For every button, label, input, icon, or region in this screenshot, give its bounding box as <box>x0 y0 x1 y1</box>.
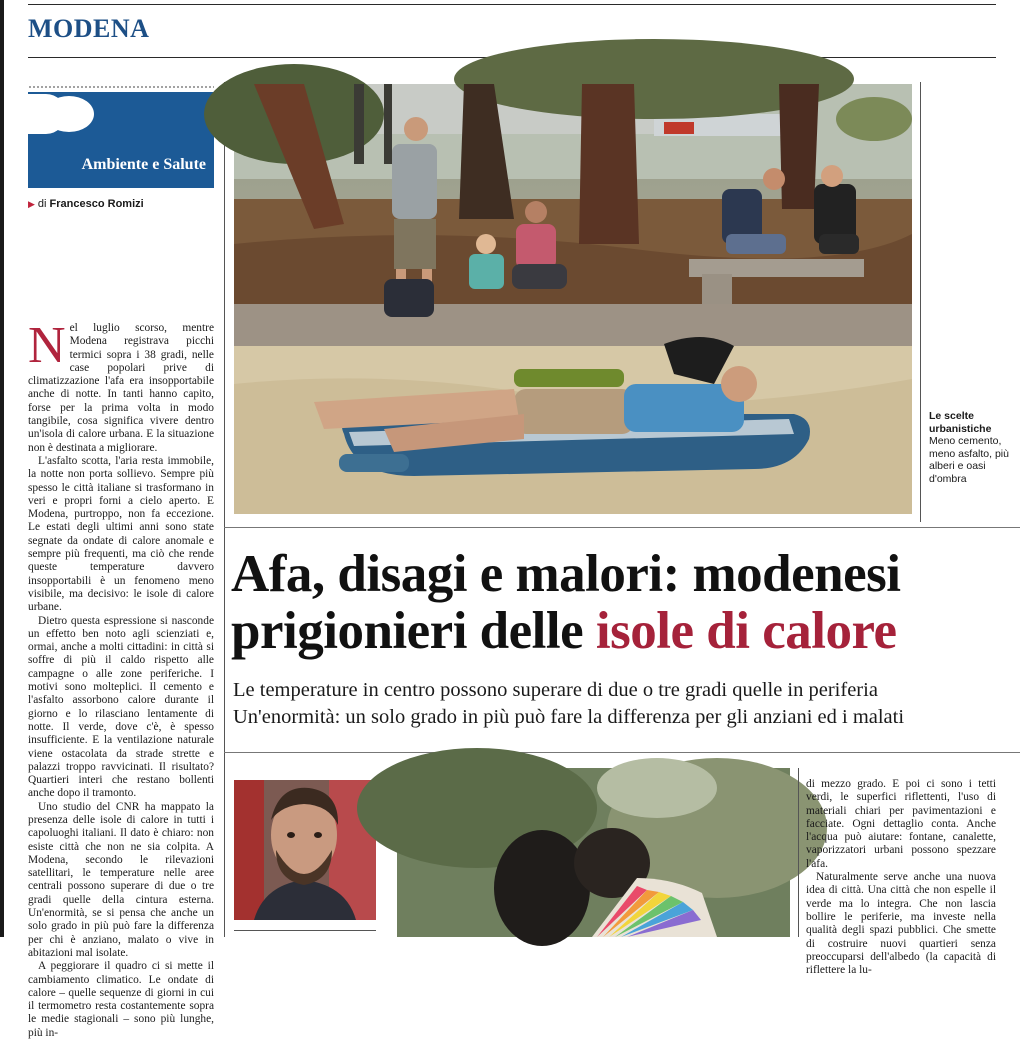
rubric-logo-shape <box>22 94 66 134</box>
headline-line-2: prigionieri delle isole di calore <box>231 602 897 660</box>
rubric-label: Ambiente e Salute <box>81 156 206 173</box>
headline-line-1: Afa, disagi e malori: modenesi <box>231 545 901 603</box>
byline <box>28 198 144 210</box>
author-portrait <box>234 780 376 920</box>
headline-highlight: isole di calore <box>595 602 897 660</box>
photo-caption <box>929 410 1009 486</box>
column-divider-right <box>798 768 799 937</box>
page-edge <box>0 0 4 937</box>
fan-photo-illustration <box>397 768 790 937</box>
fan-photo <box>397 768 790 937</box>
headline <box>231 546 1011 660</box>
byline-author: Francesco Romizi <box>49 198 144 210</box>
section-title: MODENA <box>28 14 150 43</box>
rubric-dotted-rule <box>28 85 214 89</box>
top-rule <box>28 4 996 5</box>
main-photo <box>234 84 912 514</box>
subheadline <box>233 677 1018 731</box>
article-paragraph: di mezzo grado. E poi ci sono i tetti verdi, le superfici riflettenti, l'uso di materiali chiari per pavimentazioni e facciate. Ogni dettaglio conta. Anche l'acqua può aiutare: fontane, canalette, vaporizzatori urbani possono spezzare l'afa. <box>806 778 996 870</box>
subheadline-line-2: Un'enormità: un solo grado in più può fare la differenza per gli anziani ed i malati <box>233 706 905 728</box>
rubric-box <box>28 92 214 188</box>
article-paragraph: L'asfalto scotta, l'aria resta immobile, la notte non porta sollievo. Sempre più spesso le città italiane si trasformano in veri e propri forni a cielo aperto. E Modena, purtroppo, non fa eccezione. Le estati degli ultimi anni sono state segnate da ondate di calore anomale e sempre più frequenti, ma ciò che rende queste temperature davvero insopportabili è un fenomeno meno visibile, ma decisivo: le isole di calore urbane. <box>28 454 214 614</box>
article-paragraph: Uno studio del CNR ha mappato la presenza delle isole di calore in tutti i capoluoghi italiani. Il dato è chiaro: non esiste città che non ne sia colpita. A Modena, secondo le rilevazioni satellitari, le temperature nelle aree centrali possono superare di due o tre gradi quelle della cintura esterna. Un'enormità, se si pensa che anche un solo grado in più può fare la differenza per chi è anziano, malato o vive in abitazioni mal isolate. <box>28 800 214 959</box>
article-paragraph: Nel luglio scorso, mentre Modena registrava picchi termici sopra i 38 gradi, nelle case popolari prive di climatizzazione l'afa era insopportabile anche di notte. In tanti hanno capito, forse per la prima volta in modo tangibile, cosa significa vivere dentro un'isola di calore urbana. E la situazione non è destinata a migliorare. <box>28 317 214 454</box>
portrait-rule <box>234 930 376 931</box>
byline-arrow-icon: ▶ <box>28 199 35 209</box>
article-paragraph: Dietro questa espressione si nasconde un effetto ben noto agli scienziati e, ormai, anche a molti cittadini: in città si soffre di più il caldo rispetto alle campagne o alle zone periferiche. I motivi sono molteplici. Il cemento e l'asfalto assorbono calore durante il giorno e lo rilasciano lentamente di notte. Il verde, dove c'è, è spesso insufficiente. E la ventilazione naturale viene ostacolata da strade strette e palazzi troppo ravvicinati. Il risultato? Quartieri interi che restano bollenti anche dopo il tramonto. <box>28 614 214 800</box>
article-paragraph: A peggiorare il quadro ci si mette il cambiamento climatico. Le ondate di calore – quelle sequenze di giorni in cui il termometro resta costantemente sopra le medie stagionali – sono più lunghe, più in- <box>28 960 214 1039</box>
column-divider-left <box>224 82 225 937</box>
article-left-column <box>28 317 214 1039</box>
dropcap: N <box>28 317 66 374</box>
headline-top-rule <box>224 527 1020 528</box>
column-divider-caption <box>920 82 921 522</box>
byline-prefix: di <box>37 198 47 210</box>
caption-text: Meno cemento, meno asfalto, più alberi e oasi d'ombra <box>929 435 1009 485</box>
subheadline-line-1: Le temperature in centro possono superare di due o tre gradi quelle in periferia <box>233 679 878 701</box>
portrait-illustration <box>234 780 376 920</box>
subhead-bottom-rule <box>224 752 1020 753</box>
caption-title: Le scelte urbanistiche <box>929 410 992 435</box>
article-right-column <box>806 778 996 977</box>
main-photo-illustration <box>234 84 912 514</box>
article-paragraph: Naturalmente serve anche una nuova idea di città. Una città che non espelle il verde ma lo integra. Che non lascia bollire le periferie, ma investe nella qualità degli spazi pubblici. Che smette di costruire nuovi quartieri senza preoccuparsi dell'albedo (la capacità di riflettere la lu- <box>806 871 996 977</box>
